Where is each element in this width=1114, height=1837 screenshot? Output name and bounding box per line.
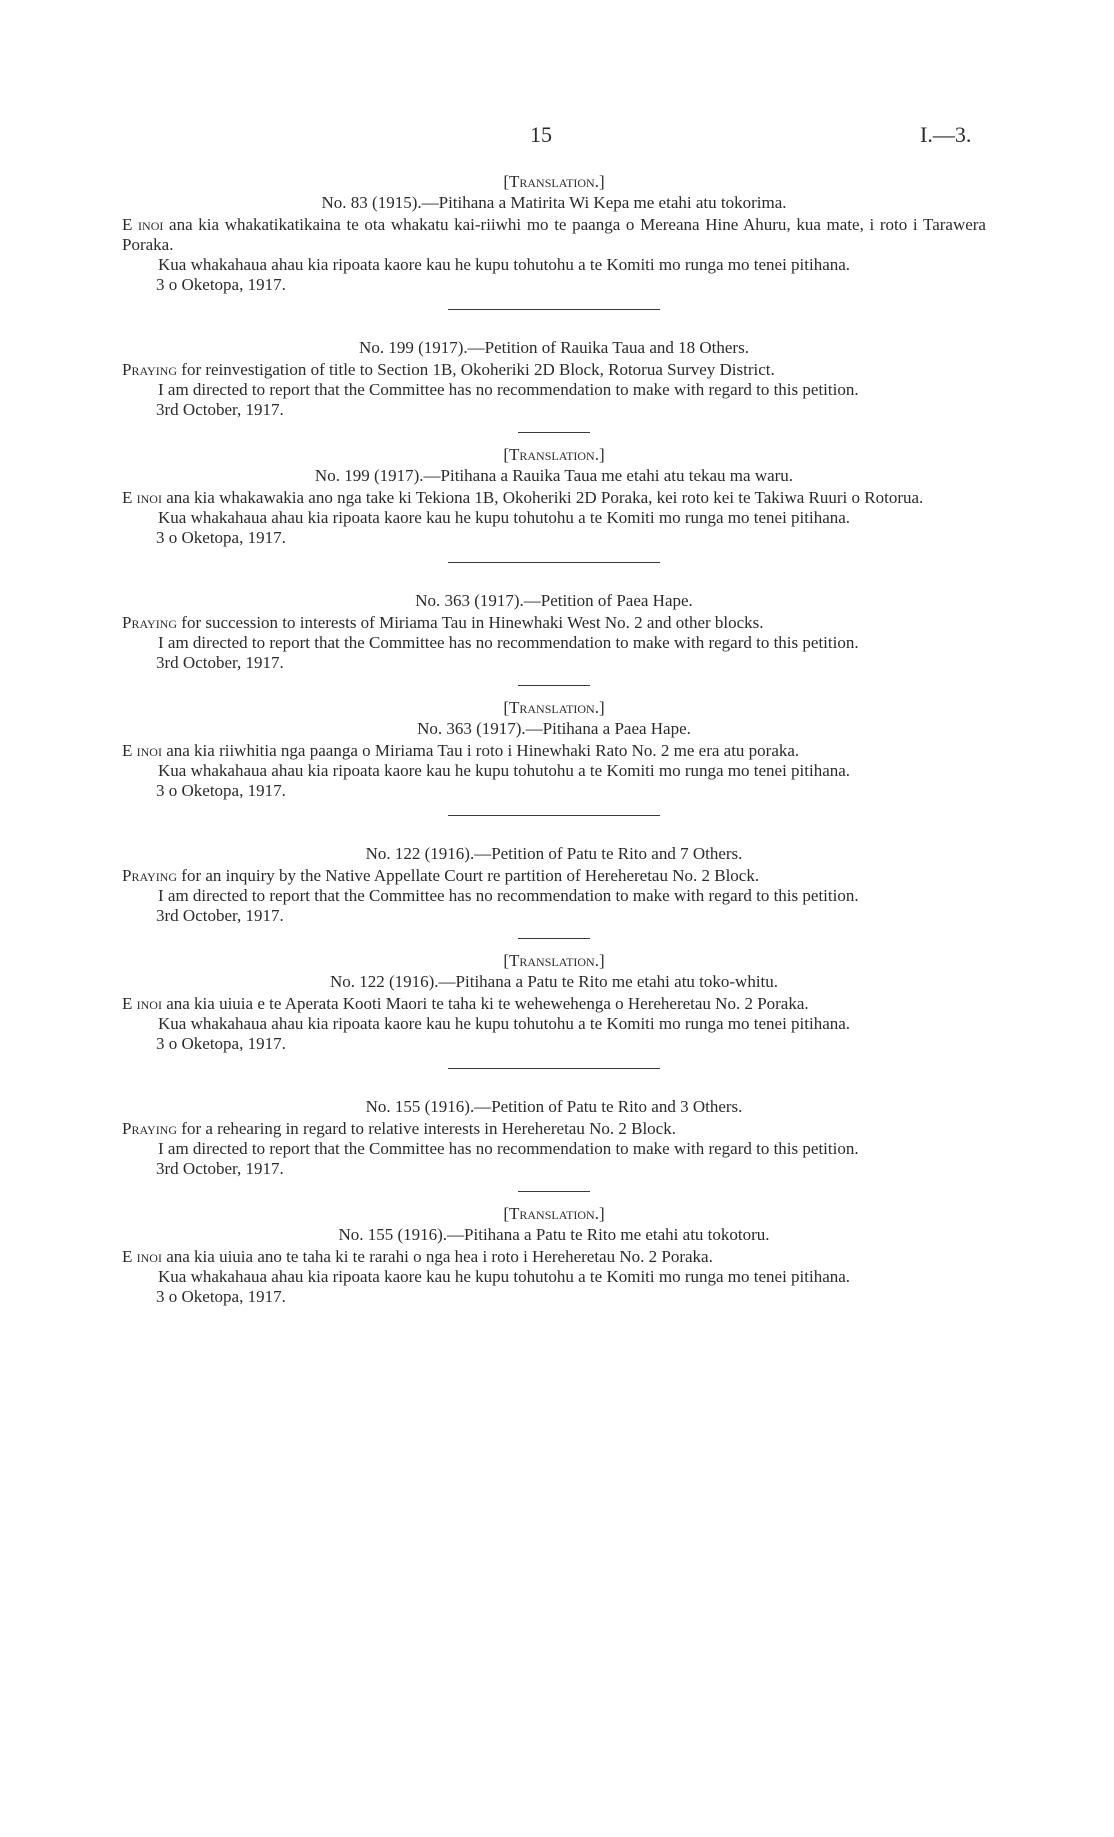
translation-label: [Translation.] — [503, 445, 605, 464]
committee-report: Kua whakahaua ahau kia ripoata kaore kau he kupu tohutohu a te Komiti mo runga mo tenei pitihana. — [158, 761, 851, 780]
report-date: 3rd October, 1917. — [156, 400, 284, 419]
committee-report: I am directed to report that the Committee has no recommendation to make with regard to this petition. — [158, 886, 859, 905]
translation-label: [Translation.] — [503, 172, 605, 191]
translation-divider — [518, 432, 590, 433]
prayer-text: ana kia whakawakia ano nga take ki Tekiona 1B, Okoheriki 2D Poraka, kei roto kei te Takiwa Ruuri o Rotorua. — [161, 488, 924, 507]
petition-heading: No. 155 (1916).—Pitihana a Patu te Rito me etahi atu tokotoru. — [338, 1225, 770, 1244]
petition-prayer — [122, 488, 986, 508]
report-date: 3 o Oketopa, 1917. — [156, 781, 286, 800]
prayer-text: for a rehearing in regard to relative interests in Hereheretau No. 2 Block. — [177, 1119, 676, 1138]
prayer-text: ana kia uiuia e te Aperata Kooti Maori te taha ki te wehewehenga o Hereheretau No. 2 Poraka. — [161, 994, 809, 1013]
section-divider — [448, 562, 660, 563]
translation-label: [Translation.] — [503, 951, 605, 970]
petition-section — [122, 1204, 986, 1307]
petition-section — [122, 591, 986, 673]
translation-divider — [518, 1191, 590, 1192]
petition-section — [122, 698, 986, 801]
petition-heading: No. 363 (1917).—Petition of Paea Hape. — [415, 591, 693, 610]
petition-prayer — [122, 994, 986, 1014]
report-date: 3 o Oketopa, 1917. — [156, 1287, 286, 1306]
petition-prayer — [122, 215, 986, 255]
committee-report: I am directed to report that the Committee has no recommendation to make with regard to this petition. — [158, 1139, 859, 1158]
prayer-lead: E inoi — [122, 1247, 162, 1266]
petition-heading: No. 122 (1916).—Petition of Patu te Rito and 7 Others. — [365, 844, 743, 863]
prayer-lead: E inoi — [122, 488, 162, 507]
prayer-lead: E inoi — [122, 994, 162, 1013]
report-date: 3 o Oketopa, 1917. — [156, 1034, 286, 1053]
document-body — [122, 172, 986, 1307]
prayer-lead: E inoi — [122, 741, 162, 760]
petition-section — [122, 172, 986, 295]
petition-heading: No. 363 (1917).—Pitihana a Paea Hape. — [417, 719, 691, 738]
prayer-lead: Praying — [122, 866, 178, 885]
petition-prayer — [122, 360, 986, 380]
page-header — [0, 122, 1114, 155]
committee-report: Kua whakahaua ahau kia ripoata kaore kau he kupu tohutohu a te Komiti mo runga mo tenei pitihana. — [158, 1014, 851, 1033]
prayer-lead: Praying — [122, 1119, 178, 1138]
petition-heading: No. 83 (1915).—Pitihana a Matirita Wi Kepa me etahi atu tokorima. — [321, 193, 787, 212]
petition-section — [122, 951, 986, 1054]
section-divider — [448, 309, 660, 310]
page-reference: I.—3. — [920, 122, 972, 147]
petition-prayer — [122, 741, 986, 761]
petition-prayer — [122, 866, 986, 886]
translation-divider — [518, 938, 590, 939]
translation-divider — [518, 685, 590, 686]
committee-report: Kua whakahaua ahau kia ripoata kaore kau he kupu tohutohu a te Komiti mo runga mo tenei pitihana. — [158, 1267, 851, 1286]
page-number: 15 — [530, 122, 552, 147]
translation-label: [Translation.] — [503, 1204, 605, 1223]
committee-report: Kua whakahaua ahau kia ripoata kaore kau he kupu tohutohu a te Komiti mo runga mo tenei pitihana. — [158, 508, 851, 527]
report-date: 3rd October, 1917. — [156, 1159, 284, 1178]
prayer-text: for an inquiry by the Native Appellate Court re partition of Hereheretau No. 2 Block. — [177, 866, 760, 885]
petition-section — [122, 1097, 986, 1179]
petition-section — [122, 338, 986, 420]
prayer-lead: Praying — [122, 613, 178, 632]
committee-report: Kua whakahaua ahau kia ripoata kaore kau he kupu tohutohu a te Komiti mo runga mo tenei pitihana. — [158, 255, 851, 274]
prayer-text: ana kia riiwhitia nga paanga o Miriama Tau i roto i Hinewhaki Rato No. 2 me era atu poraka. — [161, 741, 800, 760]
petition-prayer — [122, 613, 986, 633]
petition-heading: No. 199 (1917).—Petition of Rauika Taua and 18 Others. — [359, 338, 749, 357]
petition-section — [122, 844, 986, 926]
prayer-text: for reinvestigation of title to Section 1B, Okoheriki 2D Block, Rotorua Survey District. — [177, 360, 775, 379]
section-divider — [448, 815, 660, 816]
petition-prayer — [122, 1247, 986, 1267]
prayer-text: ana kia uiuia ano te taha ki te rarahi o nga hea i roto i Hereheretau No. 2 Poraka. — [161, 1247, 713, 1266]
petition-heading: No. 155 (1916).—Petition of Patu te Rito and 3 Others. — [365, 1097, 743, 1116]
prayer-lead: E inoi — [122, 215, 164, 234]
petition-section — [122, 445, 986, 548]
report-date: 3rd October, 1917. — [156, 906, 284, 925]
petition-prayer — [122, 1119, 986, 1139]
petition-heading: No. 199 (1917).—Pitihana a Rauika Taua me etahi atu tekau ma waru. — [314, 466, 794, 485]
translation-label: [Translation.] — [503, 698, 605, 717]
committee-report: I am directed to report that the Committee has no recommendation to make with regard to this petition. — [158, 380, 859, 399]
report-date: 3rd October, 1917. — [156, 653, 284, 672]
section-divider — [448, 1068, 660, 1069]
prayer-text: ana kia whakatikatikaina te ota whakatu kai-riiwhi mo te paanga o Mereana Hine Ahuru, kua mate, i roto i Tarawera Poraka. — [122, 215, 986, 254]
prayer-lead: Praying — [122, 360, 178, 379]
committee-report: I am directed to report that the Committee has no recommendation to make with regard to this petition. — [158, 633, 859, 652]
petition-heading: No. 122 (1916).—Pitihana a Patu te Rito me etahi atu toko-whitu. — [329, 972, 779, 991]
prayer-text: for succession to interests of Miriama Tau in Hinewhaki West No. 2 and other blocks. — [177, 613, 764, 632]
report-date: 3 o Oketopa, 1917. — [156, 528, 286, 547]
report-date: 3 o Oketopa, 1917. — [156, 275, 286, 294]
